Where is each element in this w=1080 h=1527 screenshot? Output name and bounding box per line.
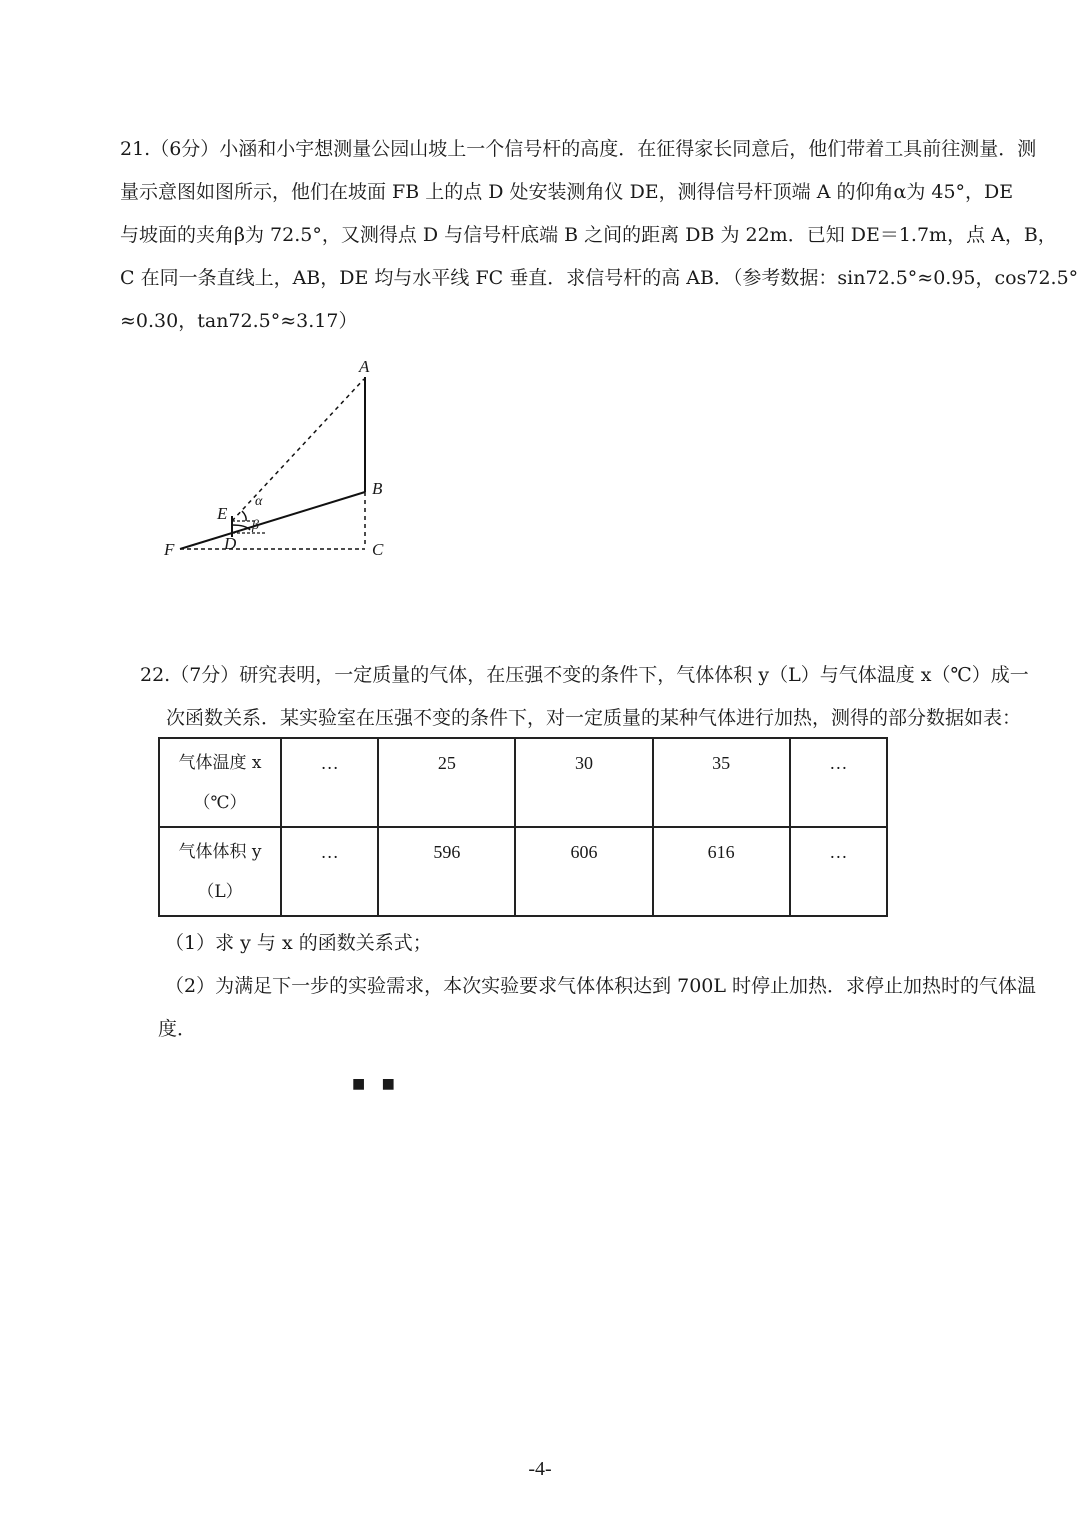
- table-cell: 606: [515, 827, 652, 916]
- label-D: D: [224, 534, 237, 553]
- angle-alpha-arc: [242, 511, 246, 521]
- temperature-label: 气体温度 x: [178, 753, 262, 773]
- label-alpha: α: [255, 494, 263, 509]
- label-C: C: [372, 540, 384, 559]
- data-table: [158, 737, 888, 917]
- table-cell: …: [281, 738, 378, 827]
- q22-subquestion-2: （2）为满足下一步的实验需求，本次实验要求气体体积达到 700L 时停止加热．求停止加热时的气体温: [165, 975, 1037, 997]
- table-row-temperature: [159, 738, 887, 827]
- q22-subquestion-1: （1）求 y 与 x 的函数关系式；: [165, 932, 432, 954]
- geometry-diagram: [150, 355, 410, 570]
- table-cell: 30: [515, 738, 652, 827]
- q21-line-4: C 在同一条直线上，AB，DE 均与水平线 FC 垂直．求信号杆的高 AB．（参考数据：sin72.5°≈0.95，cos72.5°: [120, 267, 1079, 289]
- table-cell: 616: [653, 827, 790, 916]
- table-cell: 596: [378, 827, 515, 916]
- label-E: E: [217, 504, 228, 523]
- label-F: F: [164, 540, 175, 559]
- table-cell: 35: [653, 738, 790, 827]
- table-cell: 25: [378, 738, 515, 827]
- page-number: -4-: [528, 1458, 552, 1480]
- volume-label: 气体体积 y: [178, 842, 262, 862]
- q21-line-3: 与坡面的夹角β为 72.5°，又测得点 D 与信号杆底端 B 之间的距离 DB 为 22m．已知 DE＝1.7m，点 A，B，: [120, 224, 1057, 246]
- volume-unit: （L）: [197, 882, 243, 902]
- question-21: [120, 128, 1079, 343]
- label-beta: β: [252, 518, 259, 533]
- row-header-volume: [159, 827, 281, 916]
- table-cell: …: [281, 827, 378, 916]
- table-cell: …: [790, 827, 887, 916]
- q21-line-2: 量示意图如图所示，他们在坡面 FB 上的点 D 处安装测角仪 DE，测得信号杆顶端 A 的仰角α为 45°，DE: [120, 181, 1014, 203]
- table-row-volume: [159, 827, 887, 916]
- segment-FB: [180, 492, 365, 549]
- table-cell: …: [790, 738, 887, 827]
- q22-line-2: 次函数关系．某实验室在压强不变的条件下，对一定质量的某种气体进行加热，测得的部分数据如表：: [166, 707, 1022, 729]
- question-22: [140, 654, 1029, 740]
- q22-subquestion-2-cont: 度．: [158, 1018, 197, 1040]
- segment-EA: [232, 379, 364, 521]
- q22-line-1: 22.（7分）研究表明，一定质量的气体，在压强不变的条件下，气体体积 y（L）与气体温度 x（℃）成一: [140, 664, 1029, 686]
- q21-line-1: 21.（6分）小涵和小宇想测量公园山坡上一个信号杆的高度．在征得家长同意后，他们带着工具前往测量．测: [120, 138, 1037, 160]
- stray-marks: ■ ■: [352, 1076, 401, 1092]
- row-header-temperature: [159, 738, 281, 827]
- label-B: B: [372, 479, 383, 498]
- temperature-unit: （℃）: [193, 793, 247, 813]
- label-A: A: [359, 357, 370, 376]
- q21-line-5: ≈0.30，tan72.5°≈3.17）: [120, 310, 358, 332]
